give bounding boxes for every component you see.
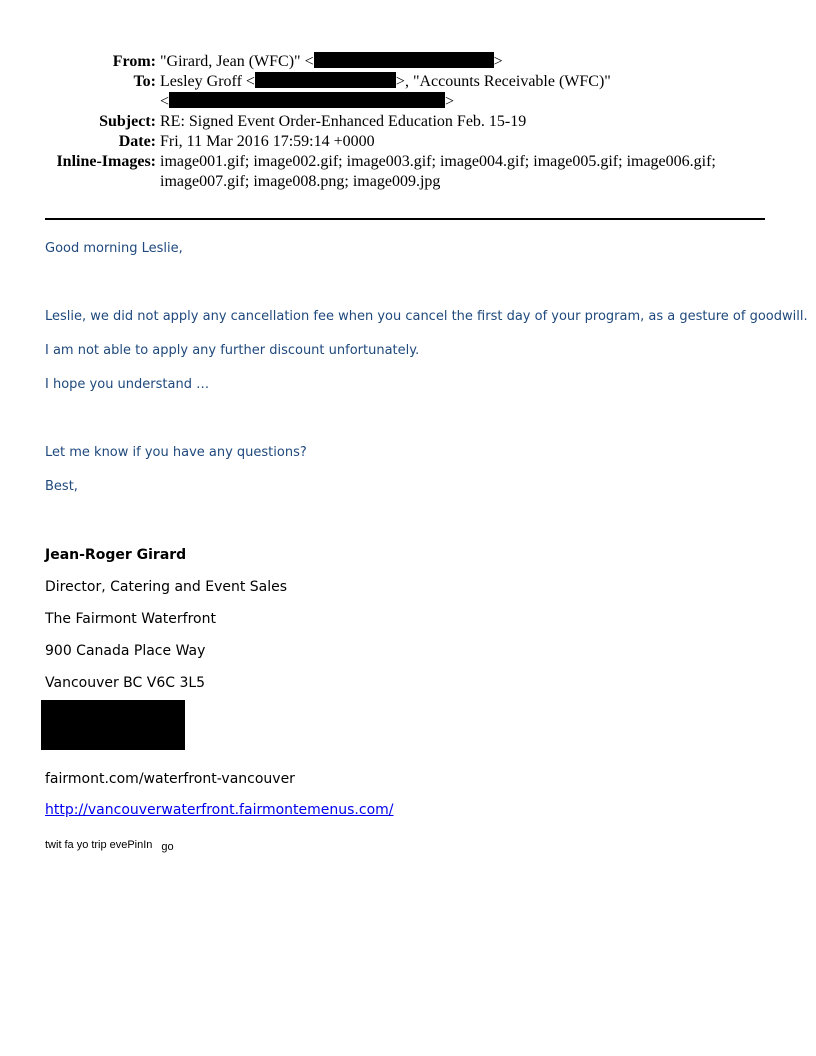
greeting: Good morning Leslie, [45, 241, 183, 256]
date-row [0, 132, 740, 152]
from-close: > [493, 53, 503, 70]
redaction-box [314, 52, 494, 68]
event-link[interactable]: eve [109, 839, 128, 851]
facebook-link[interactable]: fa [64, 839, 74, 851]
message-paragraph-3: I hope you understand … [45, 377, 210, 392]
message-paragraph-2: I am not able to apply any further discount unfortunately. [45, 343, 420, 358]
email-header [0, 52, 740, 192]
from-label: From: [112, 53, 156, 70]
from-row [0, 52, 740, 72]
closing: Best, [45, 479, 78, 494]
signature-website: fairmont.com/waterfront-vancouver [45, 771, 295, 787]
google-link[interactable]: go [161, 841, 174, 853]
message-paragraph-1: Leslie, we did not apply any cancellation fee when you cancel the first day of your program, as a gesture of goodwill. [45, 309, 808, 324]
date-label: Date: [118, 133, 156, 150]
inline-images-line1: image001.gif; image002.gif; image003.gif; image004.gif; image005.gif; image006.gif; [160, 153, 716, 170]
inline-images-line2: image007.gif; image008.png; image009.jpg [160, 173, 441, 190]
from-value: "Girard, Jean (WFC)" < [160, 53, 314, 70]
menu-link[interactable]: http://vancouverwaterfront.fairmontemenus.com/ [45, 802, 394, 818]
tripadvisor-link[interactable]: trip [91, 839, 107, 851]
subject-row [0, 112, 740, 132]
signature-title: Director, Catering and Event Sales [45, 579, 288, 595]
signature-company: The Fairmont Waterfront [45, 611, 216, 627]
redaction-box [169, 92, 445, 108]
signature-city: Vancouver BC V6C 3L5 [45, 675, 206, 691]
header-divider [45, 218, 765, 220]
to-prefix: Lesley Groff < [160, 73, 255, 90]
to-mid: >, "Accounts Receivable (WFC)" [395, 73, 611, 90]
to-line2-open: < [160, 93, 170, 110]
to-label: To: [133, 73, 156, 90]
inline-images-label: Inline-Images: [56, 153, 156, 170]
inline-images-row [0, 152, 740, 192]
signature-street: 900 Canada Place Way [45, 643, 206, 659]
social-links [45, 839, 177, 851]
to-line2-close: > [445, 93, 455, 110]
twitter-link[interactable]: twit [45, 839, 62, 851]
youtube-link[interactable]: yo [76, 839, 89, 851]
subject-value: RE: Signed Event Order-Enhanced Education Feb. 15-19 [160, 113, 527, 130]
signature-name: Jean-Roger Girard [45, 547, 187, 563]
date-value: Fri, 11 Mar 2016 17:59:14 +0000 [160, 133, 375, 150]
redaction-box [255, 72, 396, 88]
message-paragraph-4: Let me know if you have any questions? [45, 445, 307, 460]
to-row [0, 72, 740, 112]
pinterest-link[interactable]: PinIn [127, 839, 153, 851]
redaction-block [41, 700, 185, 750]
subject-label: Subject: [99, 113, 156, 130]
